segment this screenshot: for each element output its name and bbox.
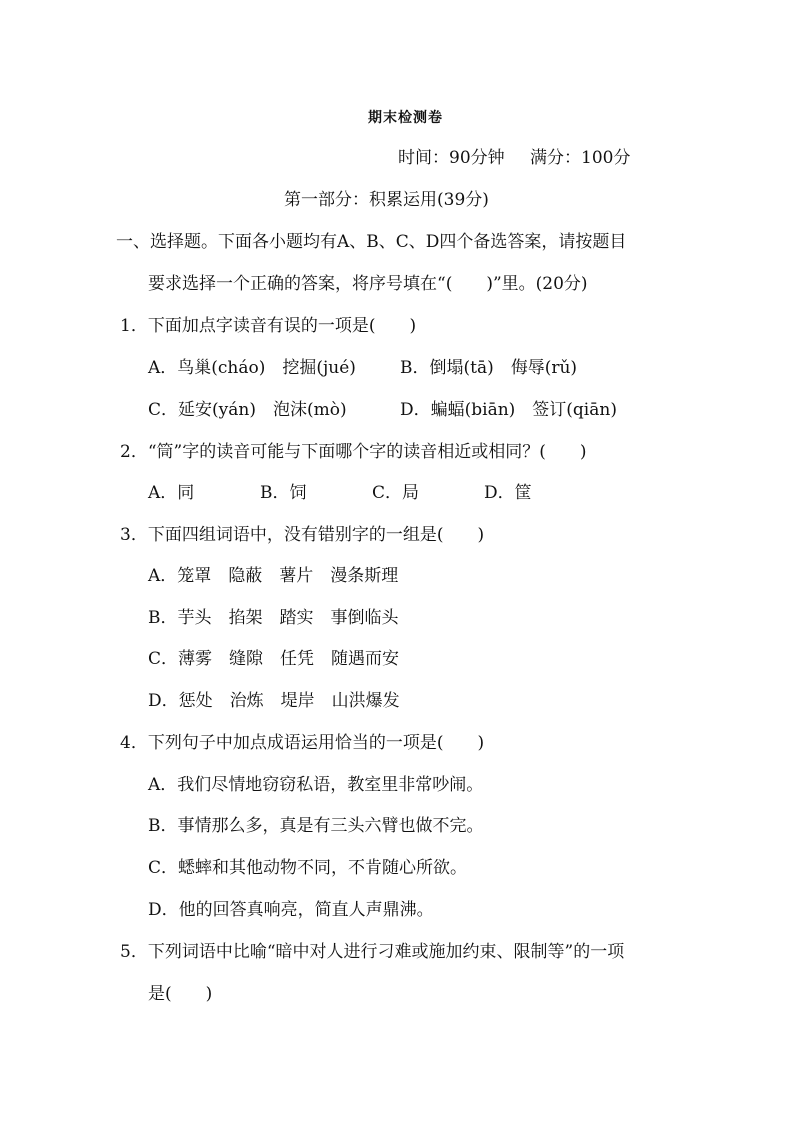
question-4-option-a: A．我们尽情地窃窃私语，教室里非常吵闹。	[148, 775, 484, 795]
question-2-option-d: D．筐	[484, 483, 532, 503]
question-1-option-c: C．延安(yán) 泡沫(mò)	[148, 400, 347, 420]
question-1-stem: 1．下面加点字读音有误的一项是( )	[120, 316, 417, 336]
question-1-option-a: A．鸟巢(cháo) 挖掘(jué)	[148, 358, 356, 378]
question-2-option-a: A．同	[148, 483, 195, 503]
section-one-instruction-line2: 要求选择一个正确的答案，将序号填在“( )”里。(20分)	[148, 274, 588, 294]
question-3-option-a: A．笼罩 隐蔽 薯片 漫条斯理	[148, 566, 399, 586]
question-2-option-c: C．局	[372, 483, 420, 503]
exam-time: 时间：90分钟	[398, 148, 505, 168]
exam-title: 期末检测卷	[368, 110, 443, 126]
question-4-option-d: D．他的回答真响亮，简直人声鼎沸。	[148, 900, 434, 920]
question-3-stem: 3．下面四组词语中，没有错别字的一组是( )	[120, 525, 485, 545]
question-5-stem-line1: 5．下列词语中比喻“暗中对人进行刁难或施加约束、限制等”的一项	[120, 942, 625, 962]
question-2-stem: 2．“筒”字的读音可能与下面哪个字的读音相近或相同？( )	[120, 442, 587, 462]
question-4-stem: 4．下列句子中加点成语运用恰当的一项是( )	[120, 733, 485, 753]
section-one-instruction-line1: 一、选择题。下面各小题均有A、B、C、D四个备选答案，请按题目	[116, 232, 627, 252]
question-5-stem-line2: 是( )	[148, 984, 213, 1004]
question-3-option-d: D．惩处 治炼 堤岸 山洪爆发	[148, 691, 400, 711]
question-3-option-b: B．芋头 掐架 踏实 事倒临头	[148, 608, 399, 628]
question-2-option-b: B．饲	[260, 483, 307, 503]
question-3-option-c: C．薄雾 缝隙 任凭 随遇而安	[148, 649, 400, 669]
part-one-heading: 第一部分：积累运用(39分)	[284, 190, 489, 210]
question-1-option-b: B．倒塌(tā) 侮辱(rǔ)	[400, 358, 578, 378]
question-1-option-d: D．蝙蝠(biān) 签订(qiān)	[400, 400, 617, 420]
question-4-option-c: C．蟋蟀和其他动物不同，不肯随心所欲。	[148, 858, 468, 878]
exam-full-score: 满分：100分	[530, 148, 631, 168]
question-4-option-b: B．事情那么多，真是有三头六臂也做不完。	[148, 816, 484, 836]
